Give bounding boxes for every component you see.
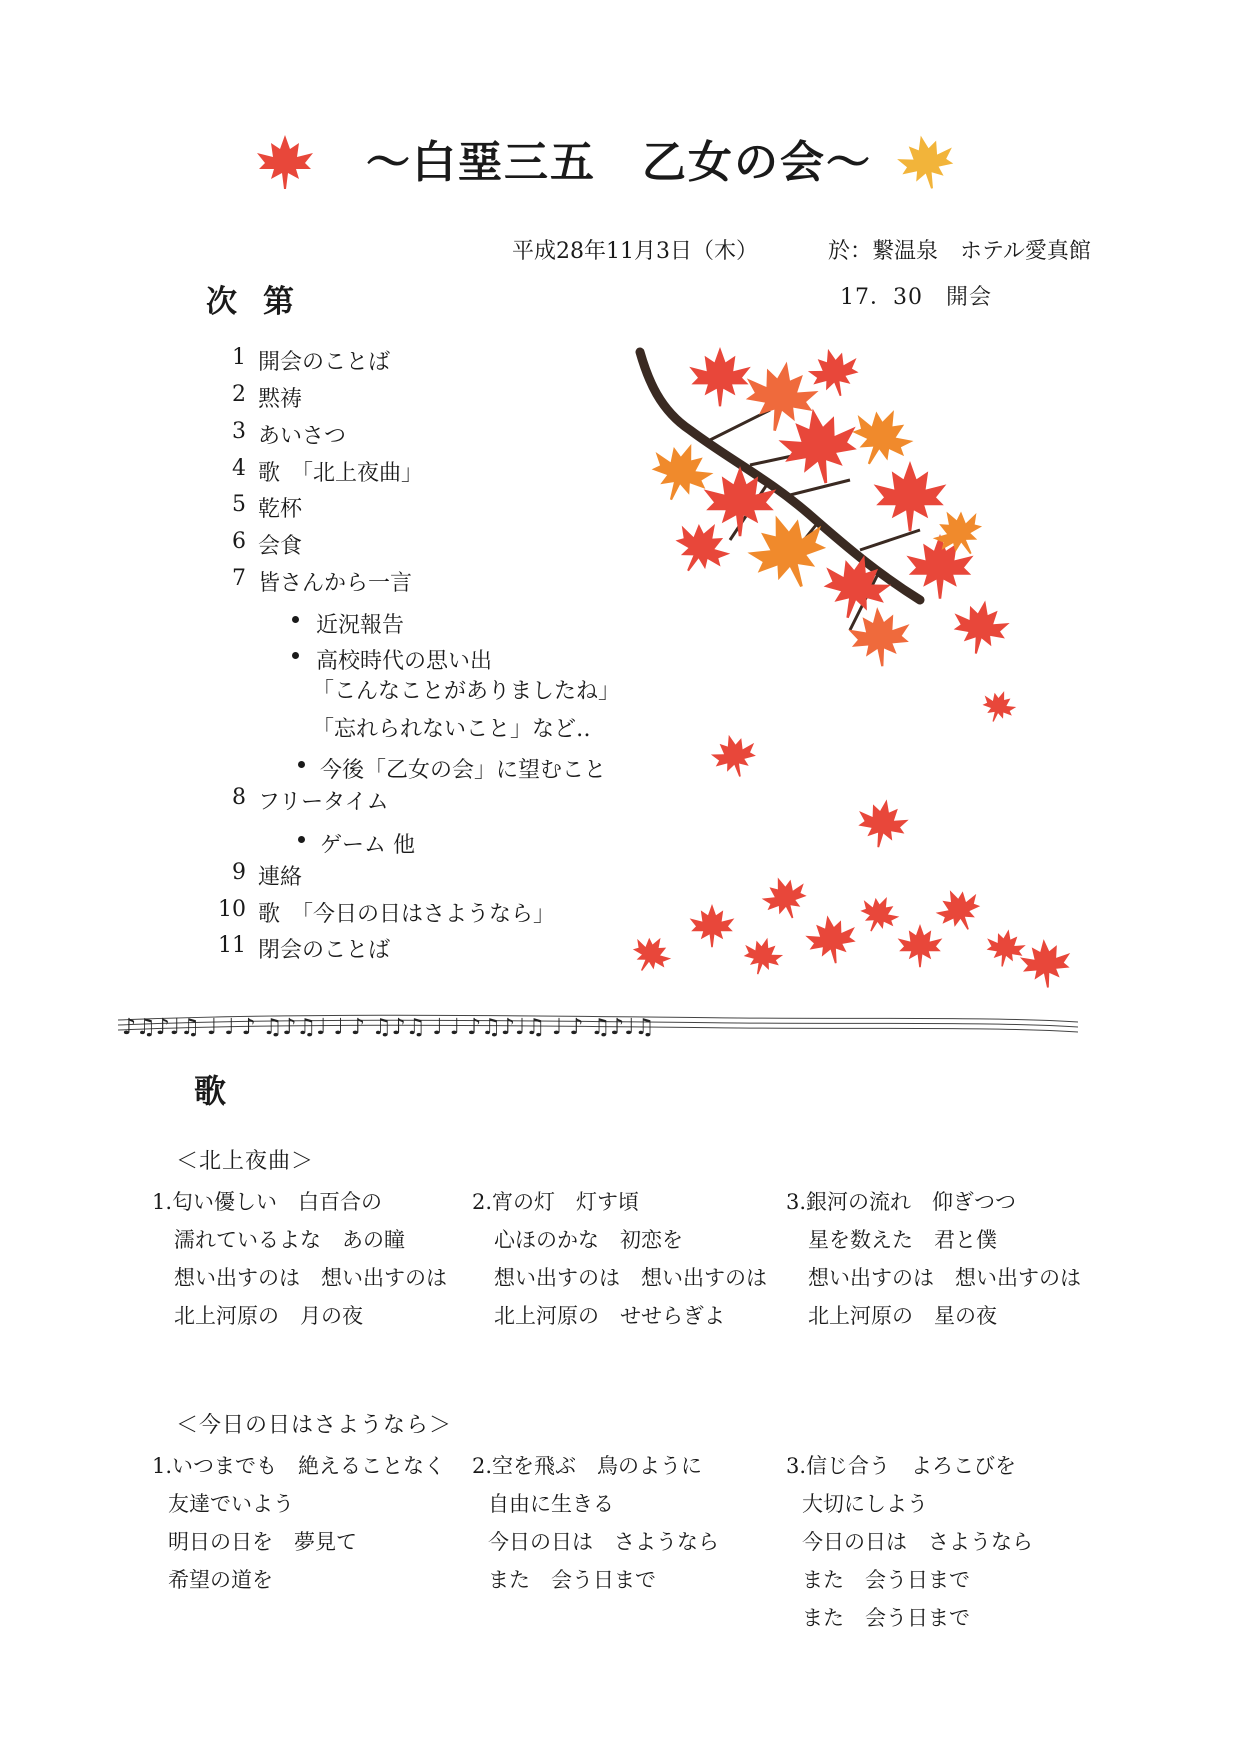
sub-item-recent-news: 近況報告 (316, 613, 405, 638)
falling-leaves-illustration (620, 680, 1090, 1000)
program-item-number: 8 (232, 785, 246, 810)
bullet-icon (292, 616, 299, 623)
sub-item-school-memories: 高校時代の思い出 (316, 649, 493, 674)
lyric-line: 1.匂い優しい 白百合の (152, 1190, 383, 1214)
program-item-label: 連絡 (258, 865, 303, 890)
bullet-icon (298, 836, 305, 843)
event-date: 平成28年11月3日（木） (512, 239, 758, 264)
program-item-number: 3 (232, 419, 246, 444)
lyric-line: 北上河原の 月の夜 (174, 1304, 363, 1328)
lyric-line: 明日の日を 夢見て (168, 1530, 357, 1554)
program-item-label: 歌 「北上夜曲」 (258, 461, 424, 486)
sub-item-hopes: 今後「乙女の会」に望むこと (320, 758, 607, 783)
lyric-line: 北上河原の せせらぎよ (494, 1304, 725, 1328)
maple-branch-illustration (620, 340, 1090, 700)
program-item-label: 開会のことば (258, 350, 391, 375)
program-item-number: 11 (218, 933, 246, 958)
song-title-kyou-no-hi: ＜今日の日はさようなら＞ (176, 1413, 453, 1438)
program-item-number: 9 (232, 860, 246, 885)
lyric-line: 希望の道を (168, 1568, 273, 1592)
lyric-line: 今日の日は さようなら (488, 1530, 719, 1554)
program-item-label: 黙祷 (258, 387, 303, 412)
program-item-label: 閉会のことば (258, 938, 391, 963)
sub-item-school-memories-line3: 「忘れられないこと」など‥ (312, 717, 591, 742)
lyric-line: 想い出すのは 想い出すのは (808, 1266, 1081, 1290)
yellow-maple-leaf-icon (894, 132, 960, 198)
program-item-number: 2 (232, 382, 246, 407)
sub-item-games: ゲーム 他 (320, 833, 415, 858)
lyric-line: 想い出すのは 想い出すのは (174, 1266, 447, 1290)
lyric-line: 想い出すのは 想い出すのは (494, 1266, 767, 1290)
lyric-line: 友達でいよう (168, 1492, 294, 1516)
songs-heading: 歌 (194, 1072, 227, 1110)
program-item-label: 歌 「今日の日はさようなら」 (258, 902, 556, 927)
bullet-icon (298, 761, 305, 768)
lyric-line: また 会う日まで (802, 1606, 970, 1630)
lyric-line: 大切にしよう (802, 1492, 928, 1516)
song-title-kitakami-yakyoku: ＜北上夜曲＞ (176, 1149, 315, 1174)
sub-item-school-memories-line2: 「こんなことがありましたね」 (312, 679, 621, 704)
music-staff-divider (118, 1000, 1078, 1046)
svg-text:♪♫♪♩♫ ♩ ♩ ♪ ♫♪♫♩ ♩ ♪ ♫♪♫ ♩ ♩ ♪: ♪♫♪♩♫ ♩ ♩ ♪ ♫♪♫♩ ♩ ♪ ♫♪♫ ♩ ♩ ♪♫♪♩♫ ♩ ♪ ♫♪♩♫ (122, 1015, 655, 1040)
event-time: 17．30 開会 (840, 285, 992, 310)
program-item-label: 皆さんから一言 (258, 571, 413, 596)
lyric-line: 星を数えた 君と僕 (808, 1228, 997, 1252)
lyric-line: 今日の日は さようなら (802, 1530, 1033, 1554)
program-item-number: 5 (232, 492, 246, 517)
lyric-line: 2.宵の灯 灯す頃 (472, 1190, 640, 1214)
lyric-line: 1.いつまでも 絶えることなく (152, 1454, 446, 1478)
program-item-number: 10 (218, 897, 246, 922)
program-item-label: フリータイム (258, 790, 389, 815)
lyric-line: 自由に生きる (488, 1492, 614, 1516)
lyric-line: 3.信じ合う よろこびを (786, 1454, 1017, 1478)
lyric-line: 心ほのかな 初恋を (494, 1228, 683, 1252)
program-item-number: 1 (232, 345, 246, 370)
lyric-line: 濡れているよな あの瞳 (174, 1228, 405, 1252)
event-venue: 於：繋温泉 ホテル愛真館 (828, 239, 1091, 264)
program-item-number: 7 (232, 566, 246, 591)
lyric-line: 2.空を飛ぶ 鳥のように (472, 1454, 703, 1478)
lyric-line: 北上河原の 星の夜 (808, 1304, 997, 1328)
title-container (0, 126, 1238, 190)
program-item-label: 会食 (258, 534, 303, 559)
bullet-icon (292, 652, 299, 659)
program-item-number: 6 (232, 529, 246, 554)
lyric-line: また 会う日まで (802, 1568, 970, 1592)
program-item-label: あいさつ (258, 424, 347, 449)
page-title: 〜白堊三五 乙女の会〜 (366, 137, 872, 188)
program-item-label: 乾杯 (258, 497, 303, 522)
program-item-number: 4 (232, 456, 246, 481)
lyric-line: また 会う日まで (488, 1568, 656, 1592)
lyric-line: 3.銀河の流れ 仰ぎつつ (786, 1190, 1017, 1214)
program-heading: 次第 (206, 284, 320, 320)
